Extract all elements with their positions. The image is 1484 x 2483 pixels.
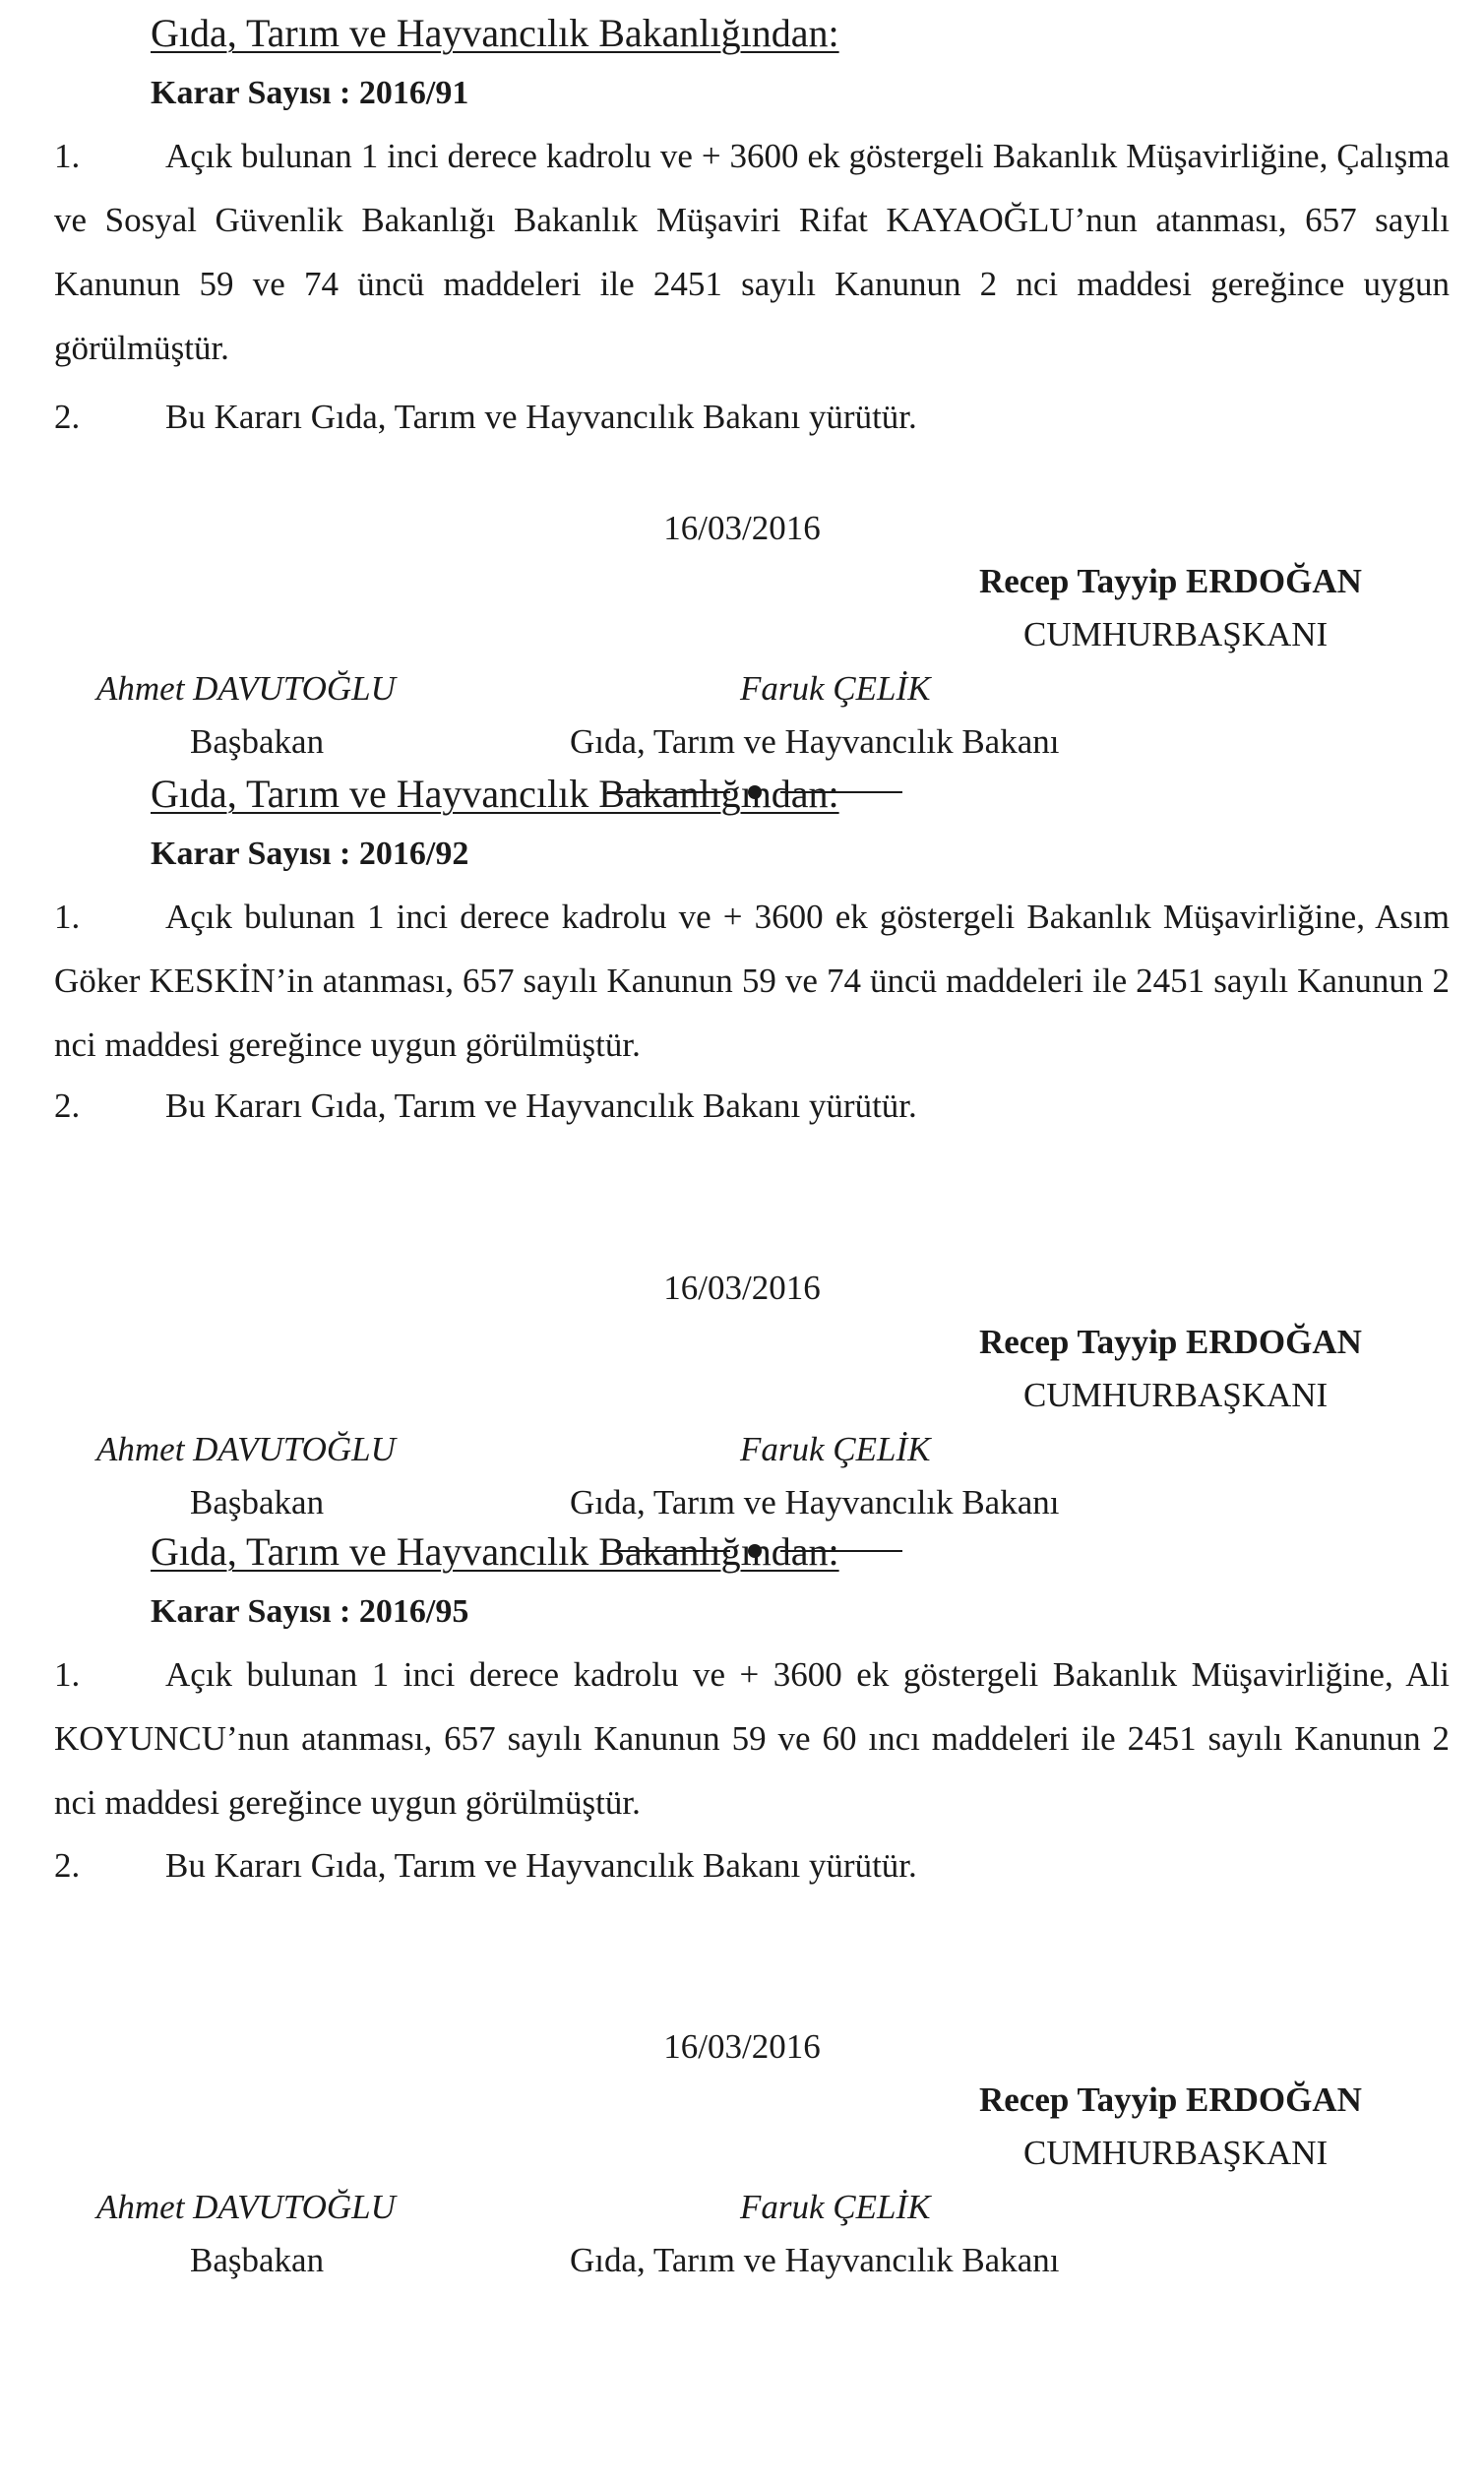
article-2 xyxy=(54,385,1450,449)
president-title: CUMHURBAŞKANI xyxy=(1023,615,1329,653)
article-text: Bu Kararı Gıda, Tarım ve Hayvancılık Bakanı yürütür. xyxy=(165,1086,917,1125)
article-2 xyxy=(54,1833,1450,1897)
article-text: Bu Kararı Gıda, Tarım ve Hayvancılık Bakanı yürütür. xyxy=(165,398,917,436)
minister-name: Faruk ÇELİK xyxy=(740,2188,931,2226)
president-name: Recep Tayyip ERDOĞAN xyxy=(979,2080,1362,2119)
decree-date: 16/03/2016 xyxy=(663,1269,821,1307)
article-2 xyxy=(54,1074,1450,1138)
prime-minister-title: Başbakan xyxy=(190,722,325,761)
article-number: 2. xyxy=(54,1846,81,1885)
president-title: CUMHURBAŞKANI xyxy=(1023,2134,1329,2172)
article-1 xyxy=(54,885,1450,1077)
minister-title: Gıda, Tarım ve Hayvancılık Bakanı xyxy=(570,1483,1060,1521)
decree-number: Karar Sayısı : 2016/91 xyxy=(151,75,469,111)
decree-2016-91 xyxy=(0,0,1484,761)
decree-2016-92 xyxy=(0,761,1484,1519)
prime-minister-name: Ahmet DAVUTOĞLU xyxy=(96,669,396,708)
article-number: 2. xyxy=(54,398,81,436)
minister-title: Gıda, Tarım ve Hayvancılık Bakanı xyxy=(570,722,1060,761)
decree-heading: Gıda, Tarım ve Hayvancılık Bakanlığından: xyxy=(151,772,839,816)
minister-title: Gıda, Tarım ve Hayvancılık Bakanı xyxy=(570,2241,1060,2279)
article-number: 1. xyxy=(54,137,81,175)
prime-minister-title: Başbakan xyxy=(190,1483,325,1521)
minister-name: Faruk ÇELİK xyxy=(740,669,931,708)
decree-heading: Gıda, Tarım ve Hayvancılık Bakanlığından: xyxy=(151,1529,839,1574)
president-name: Recep Tayyip ERDOĞAN xyxy=(979,1323,1362,1361)
article-number: 1. xyxy=(54,1655,81,1694)
prime-minister-name: Ahmet DAVUTOĞLU xyxy=(96,1430,396,1468)
decree-number: Karar Sayısı : 2016/95 xyxy=(151,1593,469,1630)
article-text: Açık bulunan 1 inci derece kadrolu ve + 3600 ek göstergeli Bakanlık Müşavirliğine, Asım Göker KESKİN’in atanması, 657 sayılı Kanunun 59 ve 74 üncü maddeleri ile 2451 sayılı Kanunun 2 nci maddesi gereğince uygun görülmüştür. xyxy=(54,898,1450,1064)
article-text: Açık bulunan 1 inci derece kadrolu ve + 3600 ek göstergeli Bakanlık Müşavirliğine, Ali KOYUNCU’nun atanması, 657 sayılı Kanunun 59 ve 60 ıncı maddeleri ile 2451 sayılı Kanunun 2 nci maddesi gereğince uygun görülmüştür. xyxy=(54,1655,1450,1822)
prime-minister-name: Ahmet DAVUTOĞLU xyxy=(96,2188,396,2226)
prime-minister-title: Başbakan xyxy=(190,2241,325,2279)
minister-name: Faruk ÇELİK xyxy=(740,1430,931,1468)
article-number: 1. xyxy=(54,898,81,936)
president-title: CUMHURBAŞKANI xyxy=(1023,1376,1329,1414)
president-name: Recep Tayyip ERDOĞAN xyxy=(979,562,1362,600)
article-text: Bu Kararı Gıda, Tarım ve Hayvancılık Bakanı yürütür. xyxy=(165,1846,917,1885)
decree-date: 16/03/2016 xyxy=(663,509,821,547)
article-number: 2. xyxy=(54,1086,81,1125)
decree-date: 16/03/2016 xyxy=(663,2027,821,2066)
article-text: Açık bulunan 1 inci derece kadrolu ve + 3600 ek göstergeli Bakanlık Müşavirliğine, Çalışma ve Sosyal Güvenlik Bakanlığı Bakanlık Müşaviri Rifat KAYAOĞLU’nun atanması, 657 sayılı Kanunun 59 ve 74 üncü maddeleri ile 2451 sayılı Kanunun 2 nci maddesi gereğince uygun görülmüştür. xyxy=(54,137,1450,367)
decree-number: Karar Sayısı : 2016/92 xyxy=(151,836,469,872)
decree-2016-95 xyxy=(0,1519,1484,2279)
decree-heading: Gıda, Tarım ve Hayvancılık Bakanlığından: xyxy=(151,11,839,55)
article-1 xyxy=(54,124,1450,380)
article-1 xyxy=(54,1643,1450,1834)
